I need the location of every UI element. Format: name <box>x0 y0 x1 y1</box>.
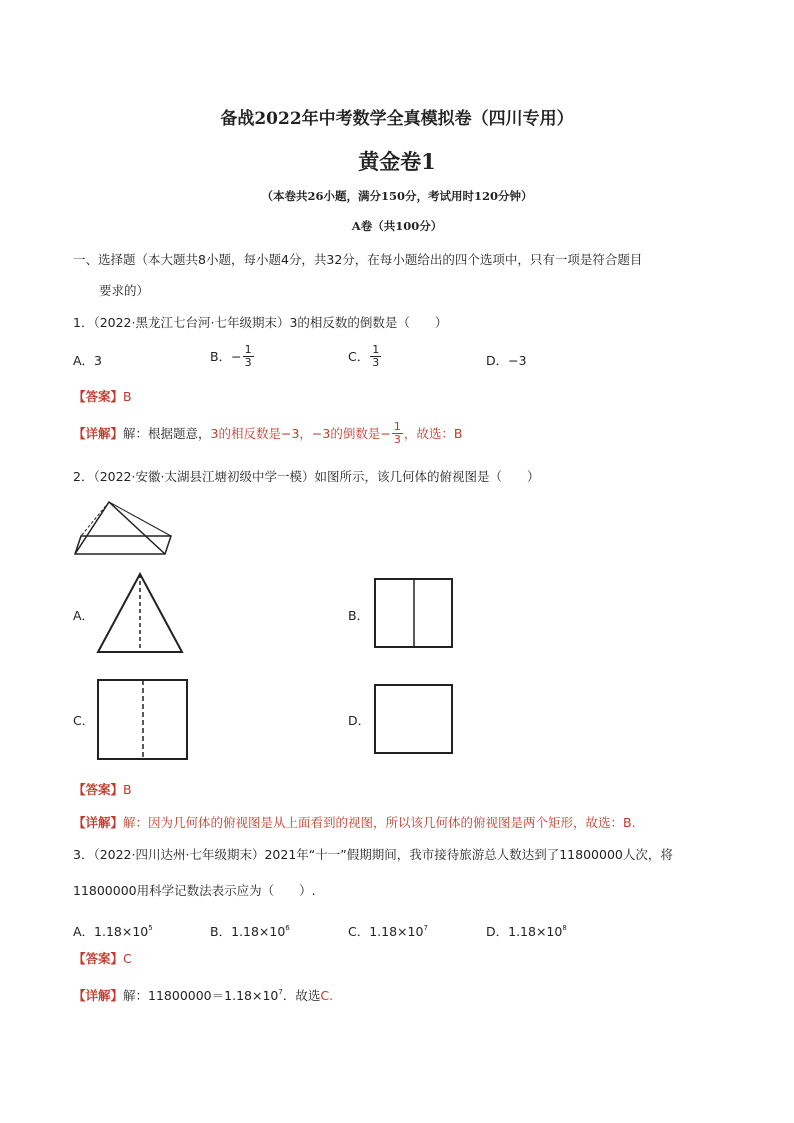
prism-3d-figure <box>73 500 173 560</box>
q3-answer: 【答案】C <box>73 951 132 966</box>
q2-option-b-label: B． <box>348 608 370 623</box>
q1-option-d: D．−3 <box>486 353 527 368</box>
question-1-stem: 1．（2022·黑龙江七台河·七年级期末）3的相反数的倒数是（ ） <box>73 315 448 330</box>
fraction: $\frac{1}{3}$ <box>372 343 380 369</box>
q3-detail: 【详解】解：$11800000=1.18\times 10^7$．故选C. <box>73 988 334 1003</box>
q2-detail: 【详解】解：因为几何体的俯视图是从上面看到的视图，所以该几何体的俯视图是两个矩形，故选：B. <box>73 815 636 830</box>
paper-info: （本卷共26小题，满分150分，考试用时120分钟） <box>261 189 533 203</box>
exam-title: 备战2022年中考数学全真模拟卷（四川专用） <box>220 109 574 129</box>
q3-option-b: B．$1.18\times 10^6$ <box>210 924 290 939</box>
section-instructions: 一、选择题（本大题共8小题，每小题4分，共32分，在每小题给出的四个选项中，只有一项是符合题目 <box>73 252 643 267</box>
q3-option-c: C．$1.18\times 10^7$ <box>348 924 428 939</box>
dashed-rectangle-view-option-c <box>97 679 189 761</box>
question-3-stem-cont: 11800000用科学记数法表示应为（ ）. <box>73 883 316 898</box>
q3-option-d: D．$1.18\times 10^8$ <box>486 924 567 939</box>
q1-answer: 【答案】B <box>73 389 132 404</box>
fraction: $\frac{1}{3}$ <box>244 343 252 369</box>
section-instructions-cont: 要求的） <box>99 283 150 298</box>
q1-detail: 【详解】 解：根据题意， 3的相反数是−3，−3的倒数是− $\frac{1}{3}$ ，故选：B <box>73 420 463 446</box>
question-3-stem: 3．（2022·四川达州·七年级期末）2021年“十一”假期期间，我市接待旅游总人数达到了11800000人次，将 <box>73 847 673 862</box>
q3-option-a: A．$1.18\times 10^5$ <box>73 924 153 939</box>
paper-title: 黄金卷1 <box>358 149 436 174</box>
section-a-title: A卷（共100分） <box>351 219 443 233</box>
question-2-stem: 2．（2022·安徽·太湖县江塘初级中学一模）如图所示，该几何体的俯视图是（ ） <box>73 469 540 484</box>
fraction: $\frac{1}{3}$ <box>393 420 401 446</box>
q2-option-d-label: D． <box>348 713 371 728</box>
q1-option-b: B．− $\frac{1}{3}$ <box>210 343 252 369</box>
rectangle-view-option-d <box>374 684 454 756</box>
two-rectangles-view-option-b <box>374 578 454 650</box>
q2-option-c-label: C． <box>73 713 95 728</box>
q2-option-a-label: A． <box>73 608 95 623</box>
q1-option-a: A．3 <box>73 353 103 368</box>
triangle-view-option-a <box>96 572 184 654</box>
q2-answer: 【答案】B <box>73 782 132 797</box>
q1-option-c: C． $\frac{1}{3}$ <box>348 343 380 369</box>
